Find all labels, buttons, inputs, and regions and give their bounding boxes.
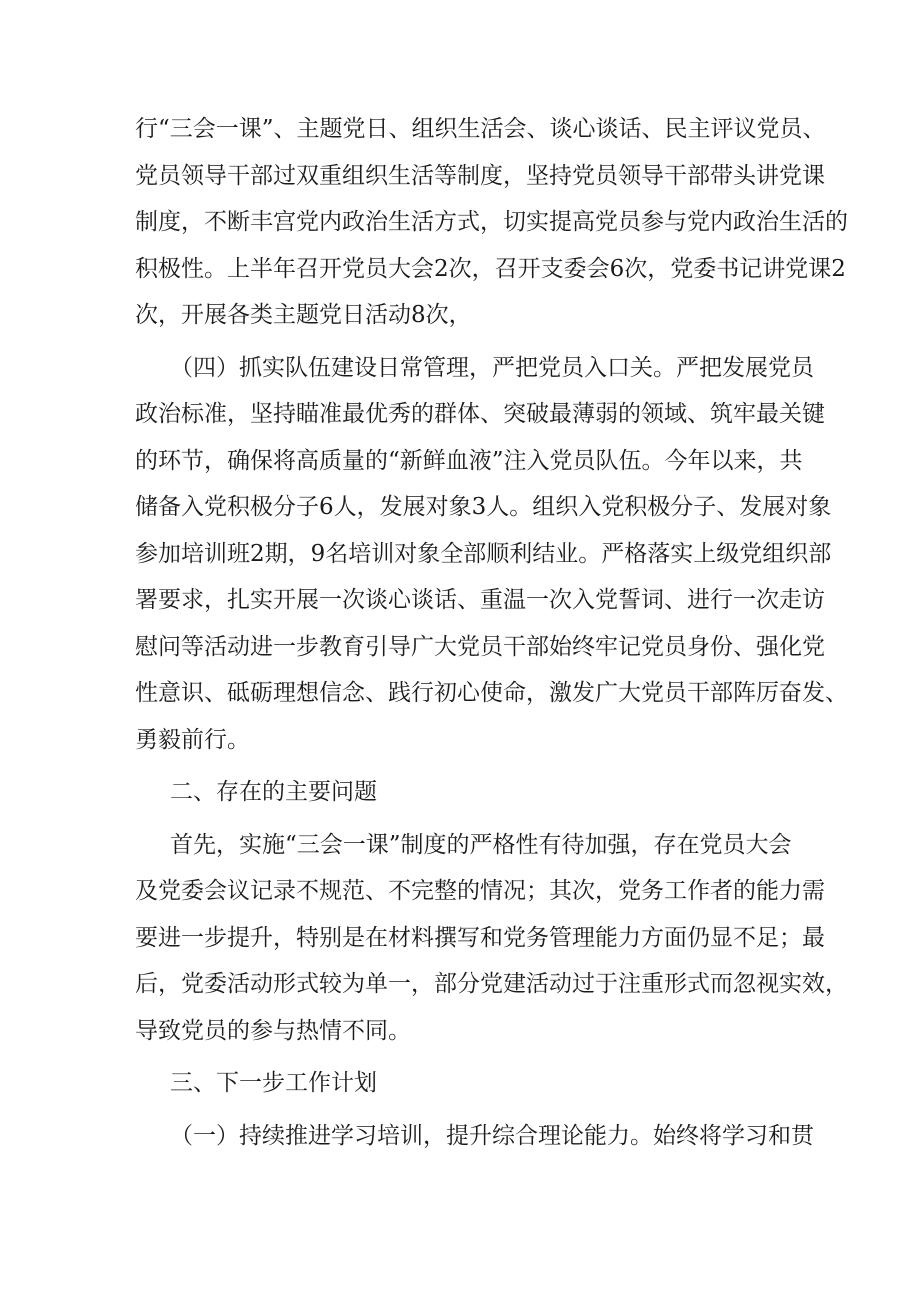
text-line: 政治标准，坚持瞄准最优秀的群体、突破最薄弱的领域、筑牢最关键: [135, 401, 825, 427]
text-line: 性意识、砥砺理想信念、践行初心使命，激发广大党员干部阵厉奋发、: [135, 680, 848, 706]
text-line: 参加培训班2期，9名培训对象全部顺利结业。严格落实上级党组织部: [135, 540, 832, 567]
section-heading-next-steps: [135, 1060, 790, 1107]
text-line: 储备入党积极分子6人，发展对象3人。组织入党积极分子、发展对象: [135, 494, 832, 520]
text-line: 勇毅前行。: [135, 726, 250, 753]
text-line: 要进一步提升，特别是在材料撰写和党务管理能力方面仍显不足；最: [135, 924, 825, 951]
text-line: 及党委会议记录不规范、不完整的情况；其次，党务工作者的能力需: [135, 878, 825, 904]
text-line: 制度，不断丰宫党内政治生活方式，切实提高党员参与党内政治生活的: [135, 209, 848, 235]
paragraph-study-training: [135, 1113, 814, 1160]
text-line: 积极性。上半年召开党员大会2次，召开支委会6次，党委书记讲党课2: [135, 255, 846, 282]
text-line: 慰问等活动进一步教育引导广大党员干部始终牢记党员身份、强化党: [135, 633, 825, 660]
paragraph-problems: [135, 822, 848, 1055]
text-line: 首先，实施“三会一课”制度的严格性有待加强，存在党员大会: [170, 831, 792, 858]
heading-line: 二、存在的主要问题: [170, 779, 377, 805]
heading-line: 三、下一步工作计划: [170, 1070, 377, 1096]
text-line: 行“三会一课”、主题党日、组织生活会、谈心谈话、民主评议党员、: [135, 116, 826, 142]
text-line: （一）持续推进学习培训，提升综合理论能力。始终将学习和贯: [170, 1122, 814, 1149]
text-line: 的环节，确保将高质量的“新鲜血液”注入党员队伍。今年以来，共: [135, 447, 803, 474]
document-body: [135, 106, 848, 1159]
paragraph-party-life-system: [135, 106, 848, 339]
text-line: 后，党委活动形式较为单一，部分党建活动过于注重形式而忽视实效，: [135, 971, 848, 997]
text-line: 署要求，扎实开展一次谈心谈话、重温一次入党誓词、进行一次走访: [135, 587, 825, 613]
text-line: 导致党员的参与热情不同。: [135, 1017, 411, 1044]
text-line: 党员领导干部过双重组织生活等制度，坚持党员领导干部带头讲党课: [135, 162, 825, 189]
section-heading-problems: [135, 769, 790, 816]
paragraph-team-management: [135, 345, 848, 764]
text-line: （四）抓实队伍建设日常管理，严把党员入口关。严把发展党员: [170, 354, 814, 381]
text-line: 次，开展各类主题党日活动8次，: [135, 302, 472, 328]
